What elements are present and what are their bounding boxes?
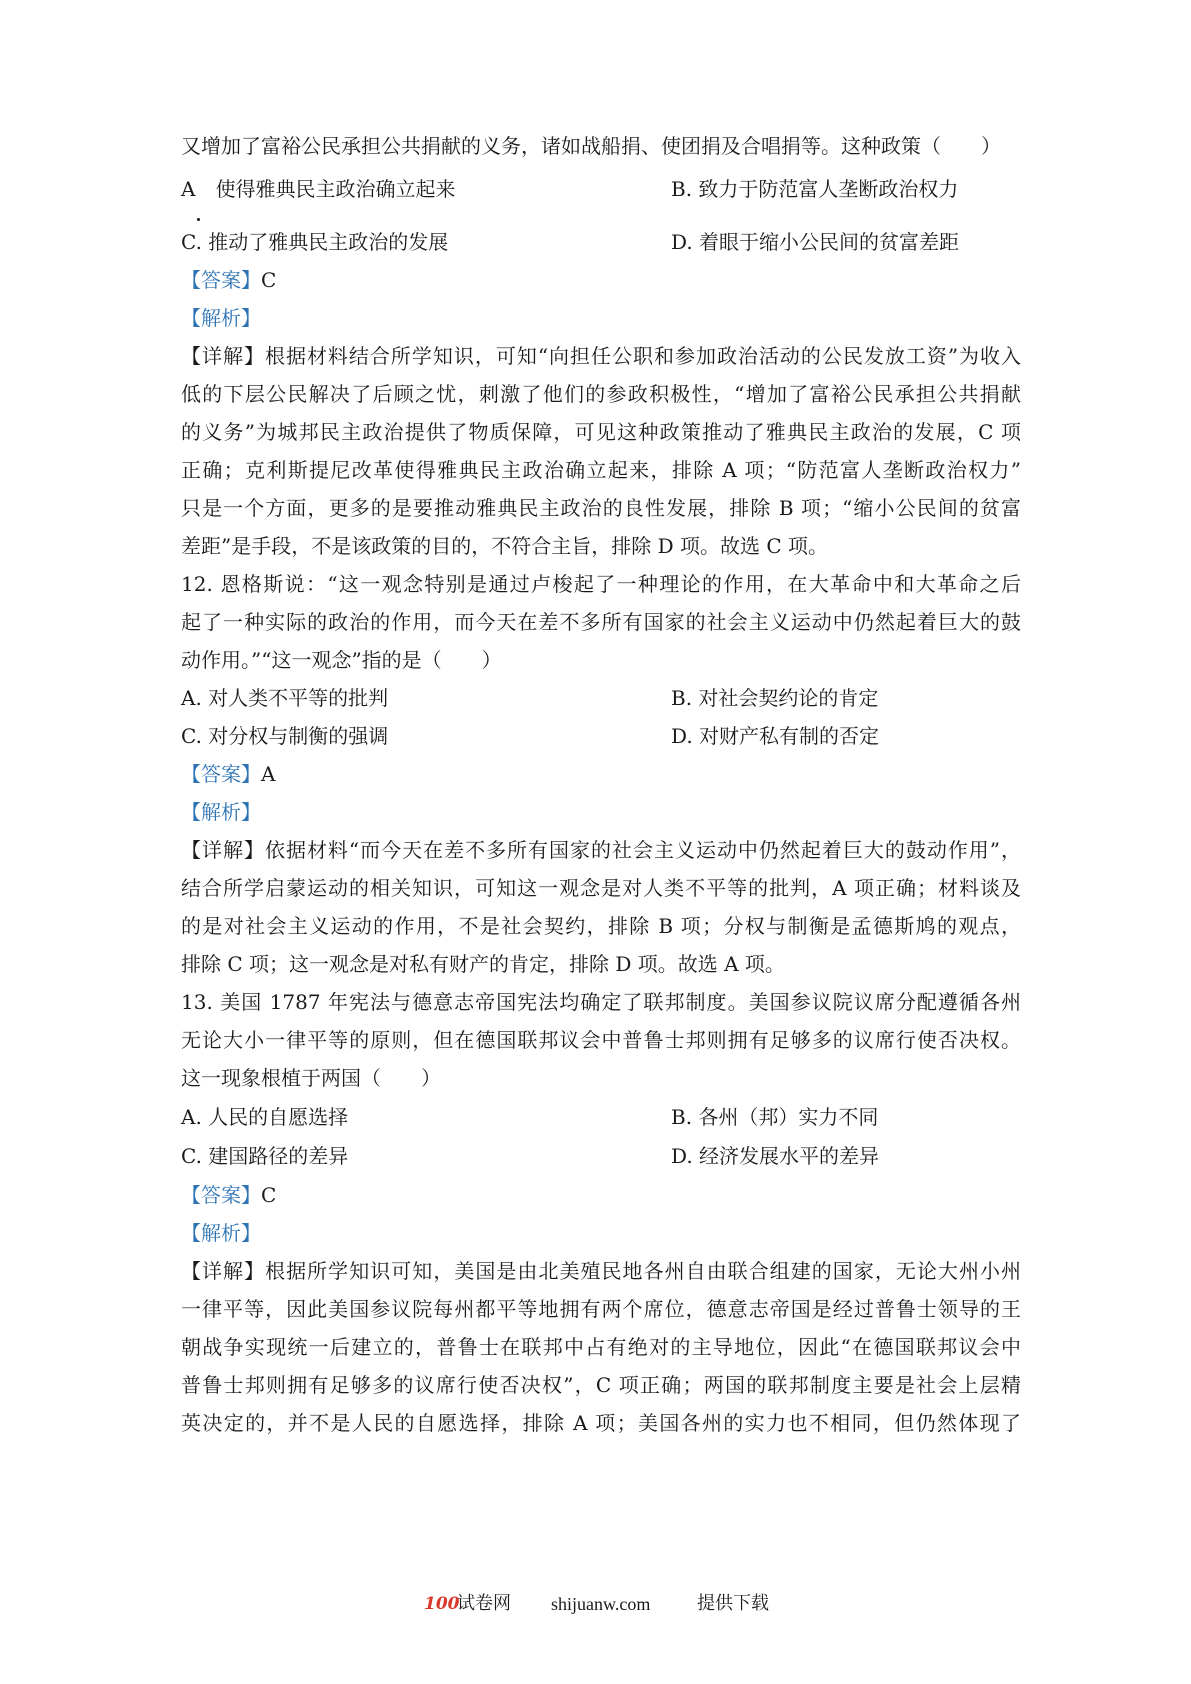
- detail-label: 【详解】: [181, 344, 265, 368]
- q13-stem-line: 这一现象根植于两国（ ）: [181, 1066, 441, 1090]
- q12-detail-line: 的是对社会主义运动的作用，不是社会契约，排除 B 项；分权与制衡是孟德斯鸠的观点，: [181, 914, 1021, 938]
- q12-stem-line: 12. 恩格斯说：“这一观念特别是通过卢梭起了一种理论的作用，在大革命中和大革命之后: [181, 572, 1021, 596]
- q12-option-b: B. 对社会契约论的肯定: [671, 686, 879, 710]
- q11-stem-tail: 又增加了富裕公民承担公共捐献的义务，诸如战船捐、使团捐及合唱捐等。这种政策（ ）: [181, 134, 1001, 158]
- q13-stem-line: 13. 美国 1787 年宪法与德意志帝国宪法均确定了联邦制度。美国参议院议席分配遵循各州: [181, 990, 1021, 1014]
- q11-detail-line: 的义务”为城邦民主政治提供了物质保障，可见这种政策推动了雅典民主政治的发展，C 项: [181, 420, 1021, 444]
- q11-detail-line: 【详解】根据材料结合所学知识，可知“向担任公职和参加政治活动的公民发放工资”为收入: [181, 344, 1022, 368]
- detail-label: 【详解】: [181, 1259, 266, 1283]
- q11-analysis-label: 【解析】: [181, 306, 261, 330]
- q13-answer: [181, 1183, 1021, 1207]
- q11-detail-line: 低的下层公民解决了后顾之忧，刺激了他们的参政积极性，“增加了富裕公民承担公共捐献: [181, 382, 1021, 406]
- q11-option-c: C. 推动了雅典民主政治的发展: [181, 230, 449, 254]
- emphasis-dot: [197, 218, 200, 221]
- page-footer: [0, 1591, 1191, 1617]
- q13-stem-line: 无论大小一律平等的原则，但在德国联邦议会中普鲁士邦则拥有足够多的议席行使否决权。: [181, 1028, 1021, 1052]
- download-note: 提供下载: [697, 1593, 769, 1614]
- q12-stem-line: 起了一种实际的政治的作用，而今天在差不多所有国家的社会主义运动中仍然起着巨大的鼓: [181, 610, 1021, 634]
- q13-detail-line: 朝战争实现统一后建立的，普鲁士在联邦中占有绝对的主导地位，因此“在德国联邦议会中: [181, 1335, 1021, 1359]
- q13-option-b: B. 各州（邦）实力不同: [671, 1105, 879, 1129]
- q12-detail-line: 排除 C 项；这一观念是对私有财产的肯定，排除 D 项。故选 A 项。: [181, 952, 785, 976]
- q13-option-a: A. 人民的自愿选择: [181, 1105, 349, 1129]
- site-url[interactable]: shijuanw.com: [551, 1594, 651, 1614]
- q11-option-b: B. 致力于防范富人垄断政治权力: [671, 177, 959, 201]
- q12-answer: [181, 762, 1021, 786]
- site-name: 试卷网: [457, 1593, 511, 1614]
- q13-analysis-label: 【解析】: [181, 1221, 261, 1245]
- q11-answer: [181, 268, 1021, 292]
- q11-detail-line: 只是一个方面，更多的是要推动雅典民主政治的良性发展，排除 B 项；“缩小公民间的贫富: [181, 496, 1021, 520]
- q13-option-c: C. 建国路径的差异: [181, 1144, 349, 1168]
- q13-detail-line: 【详解】根据所学知识可知，美国是由北美殖民地各州自由联合组建的国家，无论大州小州: [181, 1259, 1022, 1283]
- answer-label: 【答案】: [181, 762, 261, 786]
- q12-option-d: D. 对财产私有制的否定: [671, 724, 880, 748]
- q12-option-a: A. 对人类不平等的批判: [181, 686, 389, 710]
- q12-detail-line: 结合所学启蒙运动的相关知识，可知这一观念是对人类不平等的批判，A 项正确；材料谈及: [181, 876, 1021, 900]
- q13-detail-line: 普鲁士邦则拥有足够多的议席行使否决权”，C 项正确；两国的联邦制度主要是社会上层精: [181, 1373, 1021, 1397]
- q11-detail-line: 正确；克利斯提尼改革使得雅典民主政治确立起来，排除 A 项；“防范富人垄断政治权力”: [181, 458, 1021, 482]
- answer-label: 【答案】: [181, 1183, 261, 1207]
- answer-value: C: [261, 1183, 277, 1207]
- answer-label: 【答案】: [181, 268, 261, 292]
- q12-stem-line: 动作用。”“这一观念”指的是（ ）: [181, 648, 502, 672]
- q13-detail-line: 英决定的，并不是人民的自愿选择，排除 A 项；美国各州的实力也不相同，但仍然体现了: [181, 1411, 1021, 1435]
- q11-detail-line: 差距”是手段，不是该政策的目的，不符合主旨，排除 D 项。故选 C 项。: [181, 534, 828, 558]
- site-logo: 100: [424, 1594, 460, 1614]
- q11-option-a: A 使得雅典民主政治确立起来: [181, 177, 456, 201]
- detail-label: 【详解】: [181, 838, 265, 862]
- answer-value: A: [261, 762, 276, 786]
- q12-option-c: C. 对分权与制衡的强调: [181, 724, 389, 748]
- answer-value: C: [261, 268, 277, 292]
- q12-detail-line: 【详解】依据材料“而今天在差不多所有国家的社会主义运动中仍然起着巨大的鼓动作用”，: [181, 838, 1022, 862]
- q13-option-d: D. 经济发展水平的差异: [671, 1144, 880, 1168]
- q11-option-d: D. 着眼于缩小公民间的贫富差距: [671, 230, 960, 254]
- q12-analysis-label: 【解析】: [181, 800, 261, 824]
- q13-detail-line: 一律平等，因此美国参议院每州都平等地拥有两个席位，德意志帝国是经过普鲁士领导的王: [181, 1297, 1021, 1321]
